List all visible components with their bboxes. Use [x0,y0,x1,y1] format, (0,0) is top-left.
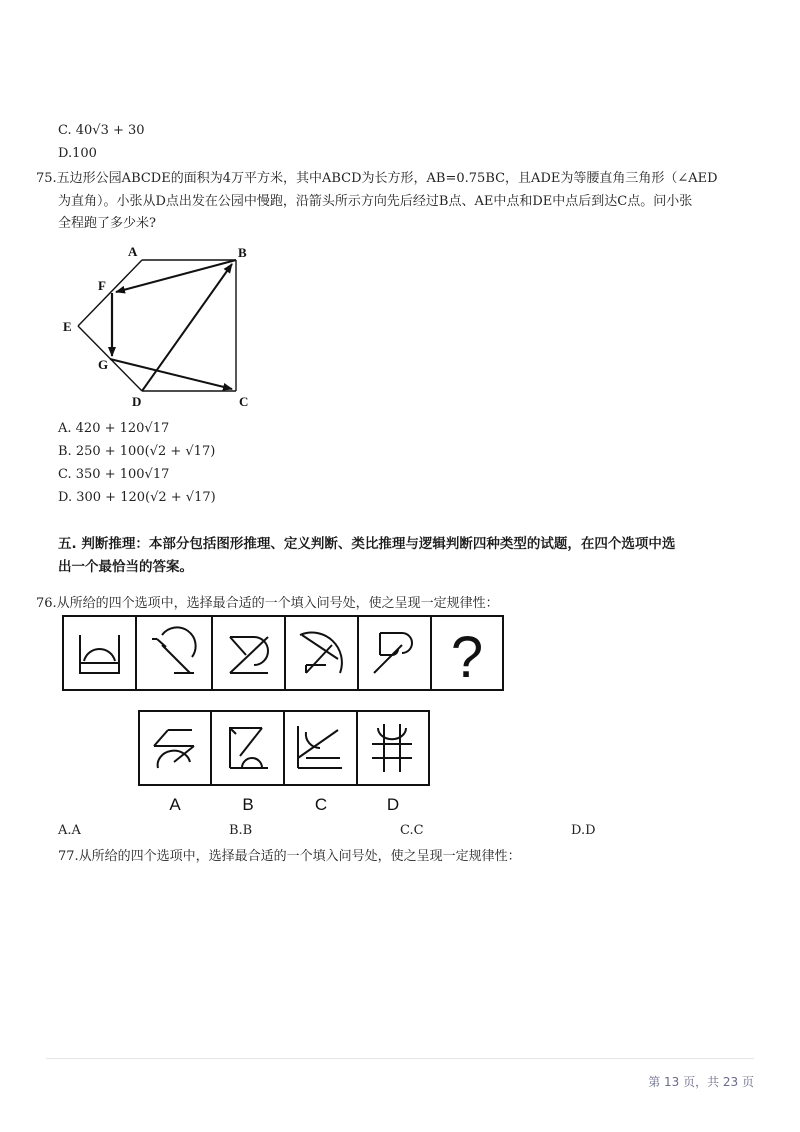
q75-label-a: A [128,244,138,259]
q74-option-c: C. 40√3 + 30 [58,123,145,138]
q75-option-b: B. 250 + 100(√2 + √17) [58,444,216,459]
q75-label-e: E [63,319,72,334]
q76-question-mark: ? [450,625,484,690]
q75-pentagon-figure [58,238,268,410]
q74-option-d: D.100 [58,146,97,161]
q76-choice-a-figure[interactable] [154,730,194,768]
q76-choice-label-c: C [314,795,328,814]
footer-divider [46,1058,754,1059]
q76-choice-label-b: B [242,795,254,814]
page-number: 第 13 页，共 23 页 [648,1075,754,1089]
q76-cell-4 [300,633,342,673]
q75-option-c: C. 350 + 100√17 [58,467,170,482]
q75-label-c: C [239,394,249,409]
q76-choices-row [138,710,432,818]
q75-stem-line1: 75.五边形公园ABCDE的面积为4万平方米，其中ABCD为长方形，AB=0.75BC，且ADE为等腰直角三角形（∠AED [36,171,718,186]
q76-option-a[interactable]: A.A [58,823,81,838]
q77-stem: 77.从所给的四个选项中，选择最合适的一个填入问号处，使之呈现一定规律性： [58,849,521,864]
q76-option-d[interactable]: D.D [571,823,596,838]
q76-choice-b-figure[interactable] [230,728,268,768]
q76-cell-5 [374,633,412,673]
q76-cell-2 [152,627,196,673]
q76-question-row [62,615,504,693]
q76-choice-d-figure[interactable] [372,724,412,772]
q75-label-f: F [98,278,106,293]
q76-cell-3 [230,637,268,673]
q75-option-a: A. 420 + 120√17 [58,421,170,436]
section-heading-line2: 出一个最恰当的答案。 [58,559,193,575]
q75-option-d: D. 300 + 120(√2 + √17) [58,490,216,505]
q75-label-d: D [132,394,142,409]
q75-label-b: B [238,245,247,260]
section-heading [58,533,748,579]
q76-option-c[interactable]: C.C [400,823,424,838]
q76-choice-label-d: D [386,795,400,814]
q76-option-b[interactable]: B.B [229,823,253,838]
q75-stem-line2: 为直角）。小张从D点出发在公园中慢跑，沿箭头所示方向先后经过B点、AE中点和DE中点后到达C点。问小张 [58,194,693,209]
section-heading-line1: 五. 判断推理：本部分包括图形推理、定义判断、类比推理与逻辑判断四种类型的试题，在四个选项中选 [58,536,676,552]
q76-choice-label-a: A [169,795,181,814]
q76-stem: 76.从所给的四个选项中，选择最合适的一个填入问号处，使之呈现一定规律性： [36,596,499,611]
q75-stem-line3: 全程跑了多少米? [58,216,156,231]
q76-choice-c-figure[interactable] [298,726,342,768]
q76-cell-1 [80,635,119,673]
q75-label-g: G [98,357,109,372]
